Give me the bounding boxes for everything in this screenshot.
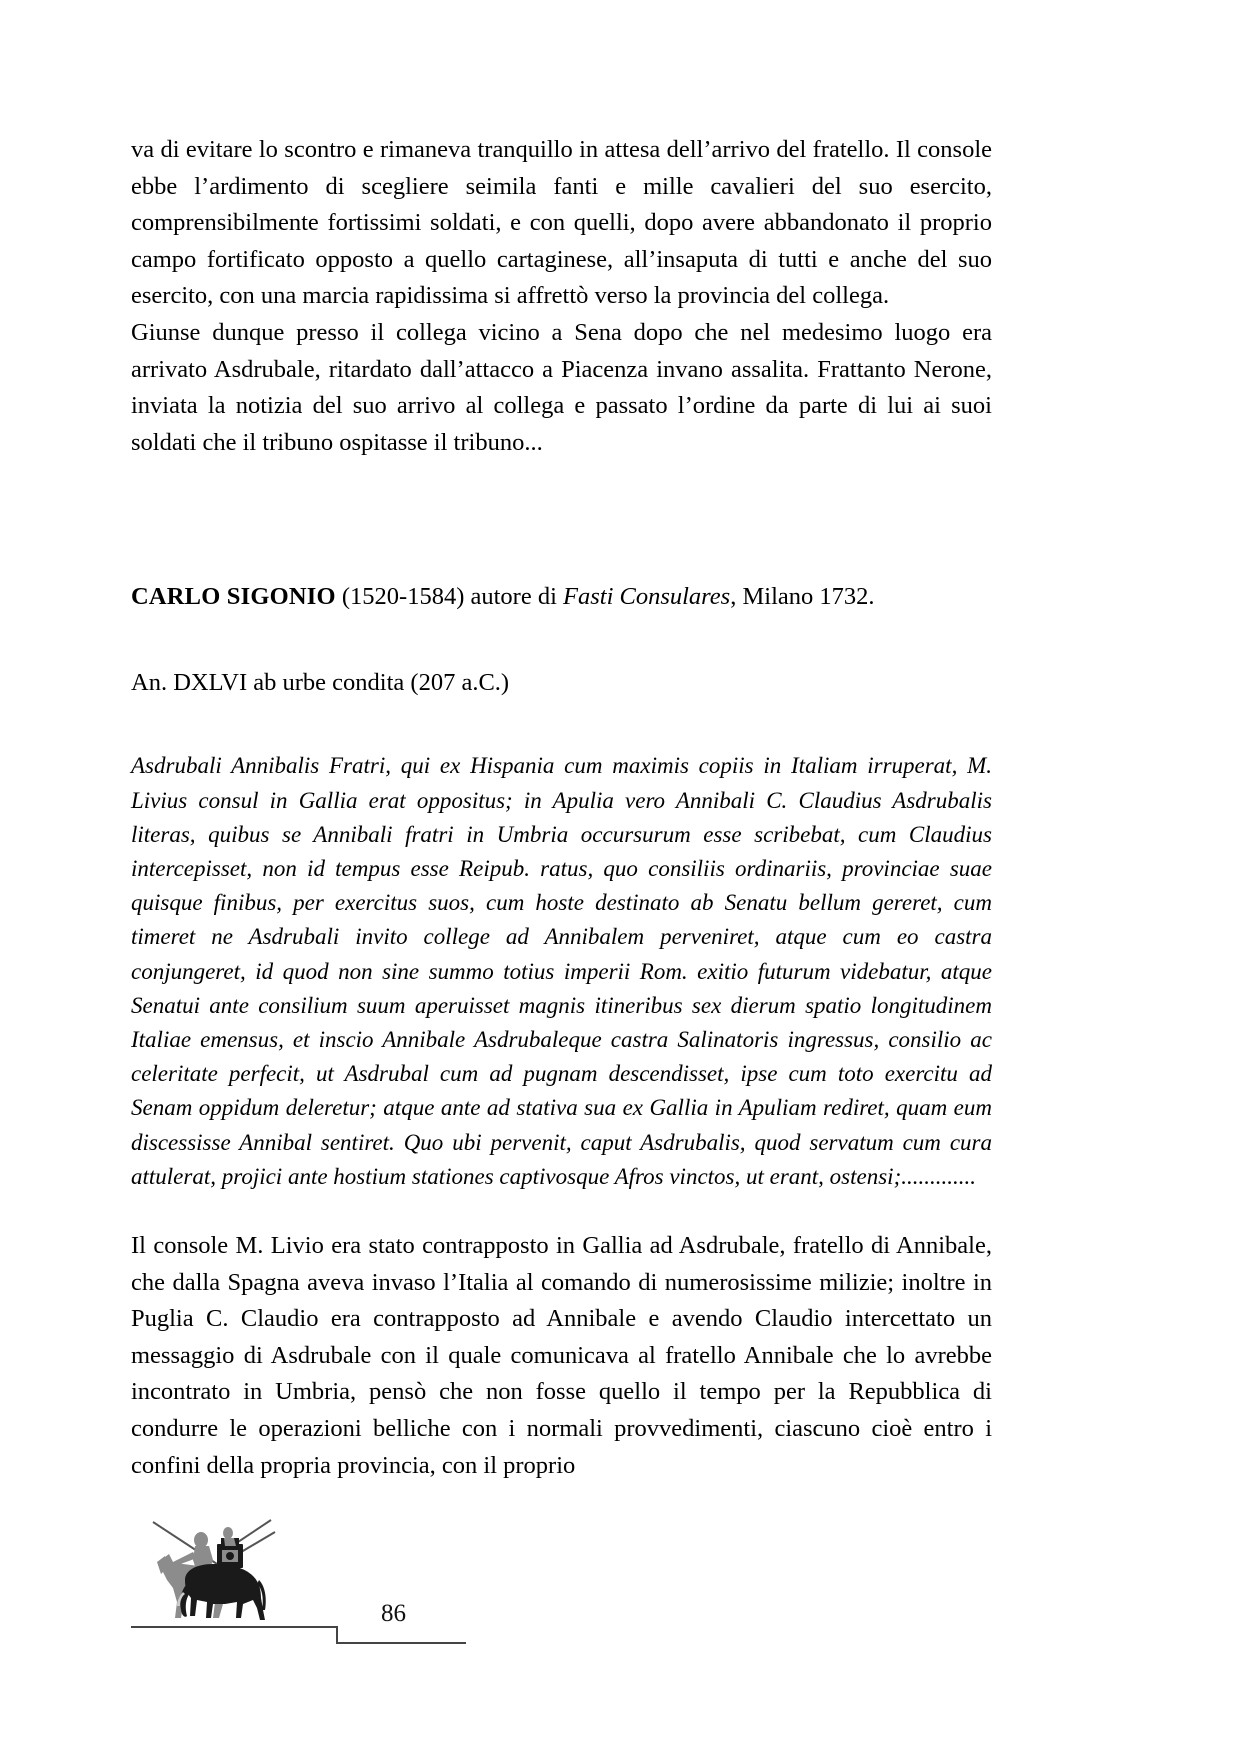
author-dates: (1520-1584) autore di [335,583,564,611]
year-line: An. DXLVI ab urbe condita (207 a.C.) [131,669,510,697]
spacer-after-latin [131,1194,992,1228]
body-paragraph-3: Il console M. Livio era stato contrapposto in Gallia ad Asdrubale, fratello di Annibale, che dalla Spagna aveva invaso l’Italia al comando di numerosissime milizie; inoltre in Puglia C. Claudio era contrapposto ad Annibale e avendo Claudio intercettato un messaggio di Asdrubale con il quale comunicava al fratello Annibale che lo avrebbe incontrato in Umbria, pensò che non fosse quello il tempo per la Repubblica di condurre le operazioni belliche con i normali provvedimenti, ciascuno cioè entro i confini della propria provincia, con il proprio [131,1231,992,1479]
page-number: 86 [381,1600,406,1627]
footer-rule-lower [336,1642,466,1644]
spacer-after-intro [131,461,992,579]
author-name: CARLO SIGONIO [131,583,336,611]
latin-quote-block: Asdrubali Annibalis Fratri, qui ex Hispania cum maximis copiis in Italiam irruperat, M. Livius consul in Gallia erat oppositus; in Apulia vero Annibali C. Claudius Asdrubalis literas, quibus se Annibali fratri in Umbria occursurum esse scribebat, cum Claudius intercepisset, non id tempus esse Reipub. ratus, quo consiliis ordinariis, provinciae suae quisque finibus, per exercitus suos, cum hoste destinato ab Senatu bellum gereret, cum timeret ne Asdrubali invito college ad Annibalem perveniret, atque cum eo castra conjungeret, id quod non sine summo totius imperii Rom. exitio futurum videbatur, atque Senatui ante consilium suum aperuisset magnis itineribus sex dierum spatio longitudinem Italiae emensus, et inscio Annibale Asdrubaleque castra Salinatoris ingressus, consilio ac celeritate perfecit, ut Asdrubal cum ad pugnam descendisset, ipse cum toto exercitu ad Senam oppidum deleretur; atque ante ad stativa sua ex Gallia in Apuliam rediret, quam eum discessisse Annibal sentiret. Quo ubi pervenit, caput Asdrubalis, quod servatum cum cura attulerat, projici ante hostium stationes captivosque Afros vinctos, ut erant, ostensi;............. [131,753,992,1189]
body-paragraph-1: va di evitare lo scontro e rimaneva tranquillo in attesa dell’arrivo del fratello. Il console ebbe l’ardimento di scegliere seimila fanti e mille cavalieri del suo esercito, comprensibilmente fortissimi soldati, e con quelli, dopo avere abbandonato il proprio campo fortificato opposto a quello cartaginese, all’insaputa di tutti e anche del suo esercito, con una marcia rapidissima si affrettò verso la provincia del collega. [131,136,992,310]
body-paragraph-2: Giunse dunque presso il collega vicino a Sena dopo che nel medesimo luogo era arrivato Asdrubale, ritardato dall’attacco a Piacenza invano assalita. Frattanto Nerone, inviata la notizia del suo arrivo al collega e passato l’ordine da parte di lui ai suoi soldati che il tribuno ospitasse il tribuno... [131,318,992,456]
page-footer [131,1518,551,1668]
spacer-after-author [131,615,992,665]
author-heading [131,579,992,615]
footer-rule-upper [131,1626,338,1628]
war-elephant-and-cavalryman-illustration [139,1518,279,1638]
page-content [131,132,992,1484]
author-work-title: Fasti Consulares [563,583,731,611]
author-publication: , Milano 1732. [730,583,875,611]
spacer-before-latin [131,701,992,749]
